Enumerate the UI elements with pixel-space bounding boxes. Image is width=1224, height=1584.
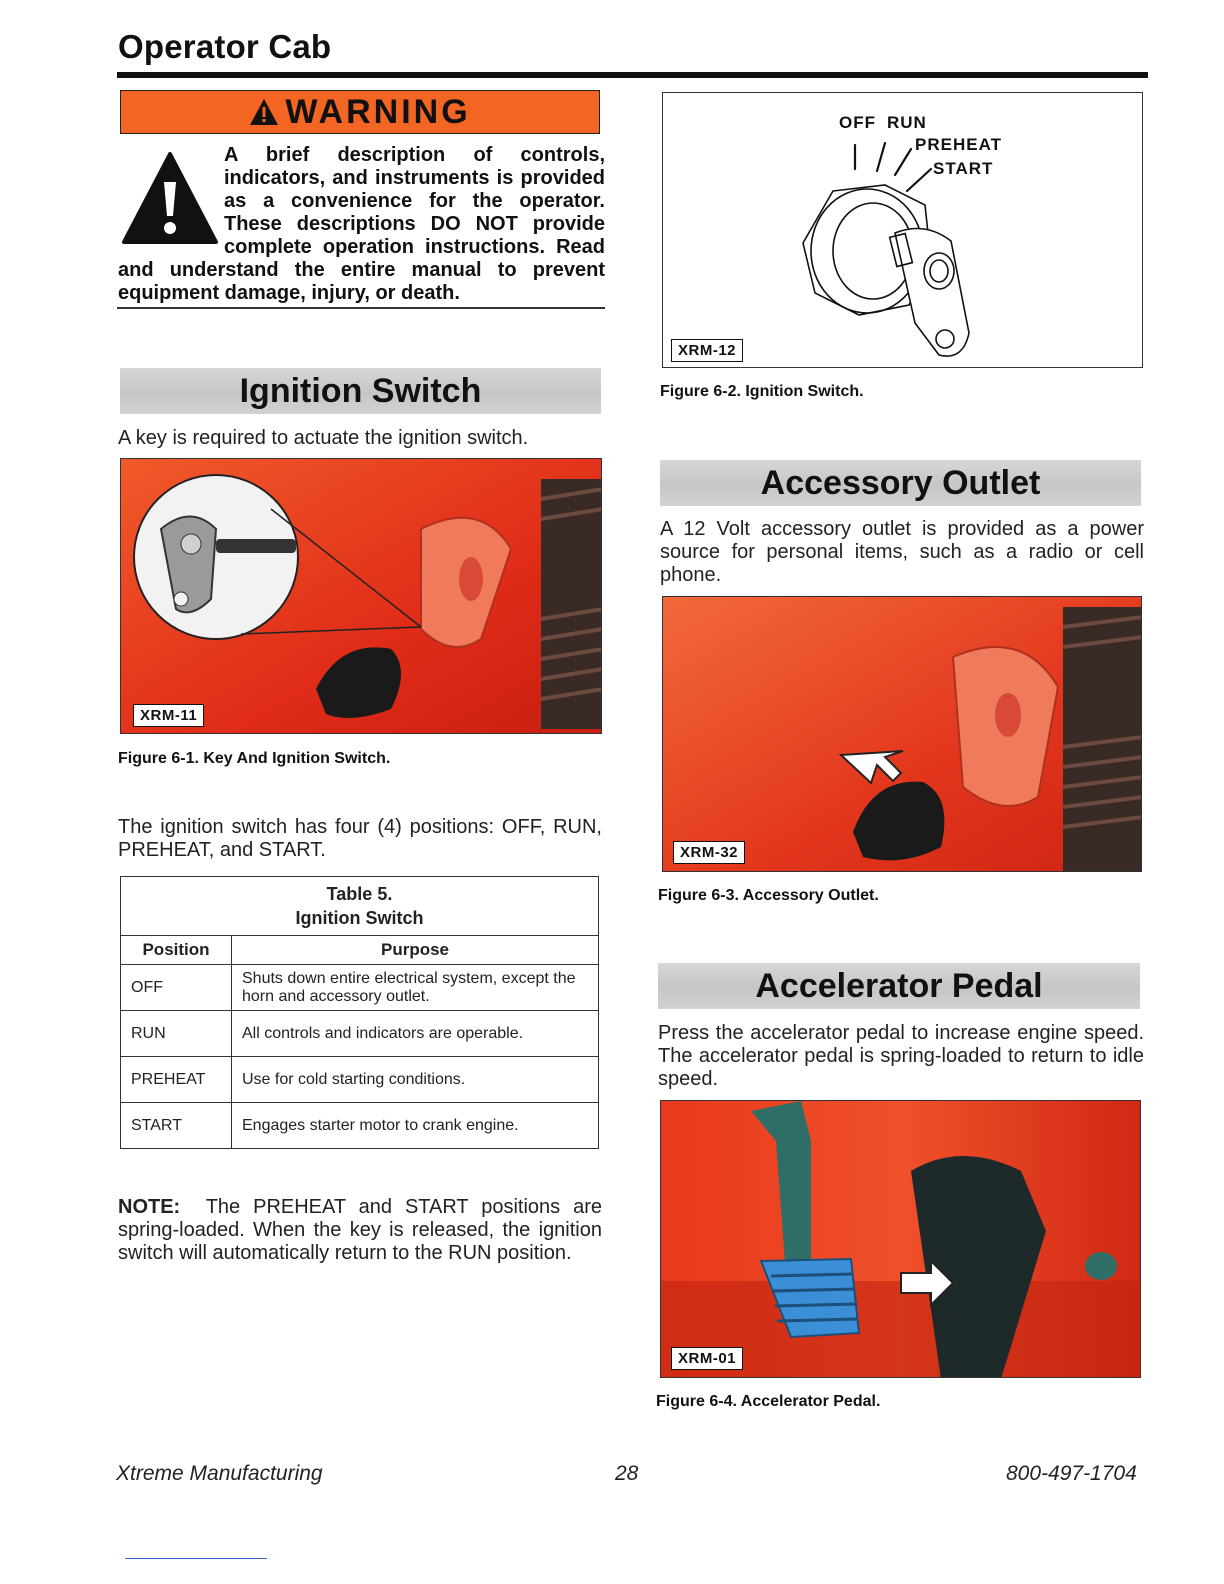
table-cell-purpose: Use for cold starting conditions. bbox=[232, 1057, 599, 1103]
ignition-switch-table bbox=[120, 876, 599, 1149]
table-row bbox=[121, 1057, 599, 1103]
ignition-switch-diagram bbox=[663, 93, 1143, 368]
table-title: Table 5. Ignition Switch bbox=[121, 877, 599, 936]
position-label-run: RUN bbox=[887, 113, 927, 132]
note-paragraph bbox=[118, 1196, 602, 1265]
figure-caption: Figure 6-2. Ignition Switch. bbox=[660, 383, 864, 400]
title-divider bbox=[117, 72, 1148, 78]
table-cell-position: RUN bbox=[121, 1011, 232, 1057]
position-label-start: START bbox=[933, 159, 994, 178]
note-label: NOTE: bbox=[118, 1196, 181, 1218]
ignition-intro: A key is required to actuate the ignition switch. bbox=[118, 427, 529, 449]
accessory-text: A 12 Volt accessory outlet is provided as a power source for personal items, such as a radio or cell phone. bbox=[660, 518, 1144, 586]
table-cell-position: PREHEAT bbox=[121, 1057, 232, 1103]
figure-caption: Figure 6-3. Accessory Outlet. bbox=[658, 887, 879, 904]
column-header-position: Position bbox=[121, 936, 232, 965]
warning-body bbox=[118, 144, 605, 305]
figure-tag: XRM-11 bbox=[133, 704, 204, 727]
warning-label: WARNING bbox=[285, 92, 471, 131]
position-label-off: OFF bbox=[839, 113, 876, 132]
page-title: Operator Cab bbox=[118, 28, 332, 65]
footer-company: Xtreme Manufacturing bbox=[116, 1462, 323, 1485]
section-heading-accelerator-pedal: Accelerator Pedal bbox=[658, 963, 1140, 1009]
figure-caption: Figure 6-4. Accelerator Pedal. bbox=[656, 1393, 881, 1410]
footer-page-number: 28 bbox=[615, 1462, 639, 1485]
warning-banner bbox=[120, 90, 600, 134]
key-switch-illustration bbox=[121, 459, 602, 734]
note-text: The PREHEAT and START positions are spring-loaded. When the key is released, the ignition switch will automatically return to the RUN position. bbox=[118, 1196, 602, 1264]
accelerator-pedal-illustration bbox=[661, 1101, 1141, 1378]
table-cell-purpose: Engages starter motor to crank engine. bbox=[232, 1103, 599, 1149]
footer-phone: 800-497-1704 bbox=[1006, 1462, 1137, 1485]
figure-key-ignition-photo bbox=[120, 458, 602, 734]
pedal-text: Press the accelerator pedal to increase engine speed. The accelerator pedal is spring-loaded to return to idle speed. bbox=[658, 1022, 1144, 1090]
warning-icon bbox=[249, 98, 279, 126]
table-row bbox=[121, 965, 599, 1011]
table-cell-position: START bbox=[121, 1103, 232, 1149]
section-heading-accessory-outlet: Accessory Outlet bbox=[660, 460, 1141, 506]
table-row bbox=[121, 1011, 599, 1057]
section-heading-ignition-switch: Ignition Switch bbox=[120, 368, 601, 414]
position-label-preheat: PREHEAT bbox=[915, 135, 1002, 154]
accessory-outlet-illustration bbox=[663, 597, 1142, 872]
ignition-positions-text: The ignition switch has four (4) positions: OFF, RUN, PREHEAT, and START. bbox=[118, 816, 602, 861]
warning-divider bbox=[117, 307, 605, 309]
figure-ignition-switch-drawing bbox=[662, 92, 1143, 368]
figure-tag: XRM-01 bbox=[671, 1347, 743, 1370]
table-cell-purpose: All controls and indicators are operable. bbox=[232, 1011, 599, 1057]
table-row bbox=[121, 1103, 599, 1149]
figure-accessory-outlet-photo bbox=[662, 596, 1142, 872]
footer-link-underline bbox=[125, 1558, 267, 1559]
figure-accelerator-pedal-photo bbox=[660, 1100, 1141, 1378]
warning-text: A brief description of controls, indicators, and instruments is provided as a convenience for the operator. These descriptions DO NOT provide complete operation instructions. Read and understand the entire manual to prevent equipment damage, injury, or death. bbox=[118, 144, 605, 304]
table-cell-position: OFF bbox=[121, 965, 232, 1011]
figure-caption: Figure 6-1. Key And Ignition Switch. bbox=[118, 750, 391, 767]
table-cell-purpose: Shuts down entire electrical system, except the horn and accessory outlet. bbox=[232, 965, 599, 1011]
figure-tag: XRM-12 bbox=[671, 339, 743, 362]
column-header-purpose: Purpose bbox=[232, 936, 599, 965]
figure-tag: XRM-32 bbox=[673, 841, 745, 864]
